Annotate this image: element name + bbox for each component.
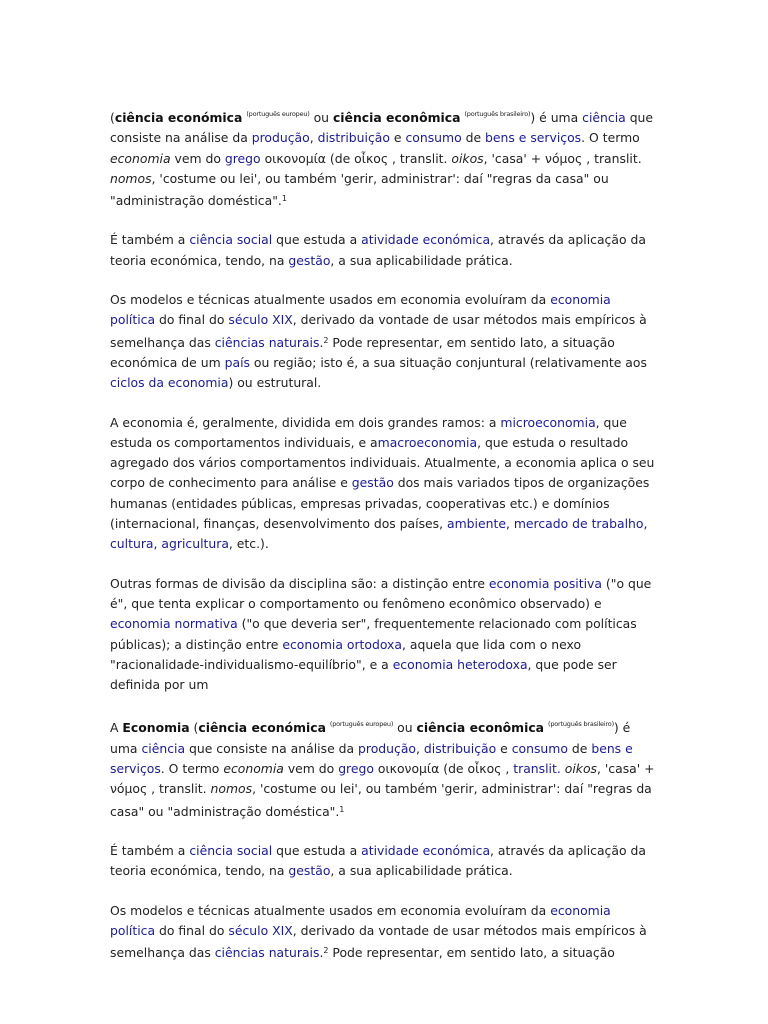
wiki-link[interactable]: gestão	[288, 863, 331, 879]
language-variant-note: (português europeu)	[329, 720, 394, 729]
wiki-link[interactable]: mercado de trabalho	[513, 516, 644, 532]
text-run: , etc.).	[228, 536, 269, 552]
text-run: A	[110, 720, 123, 736]
italic-term: nomos	[210, 781, 253, 797]
text-run: ) ou estrutural.	[228, 375, 322, 391]
paragraph	[110, 413, 658, 555]
document-page	[110, 104, 658, 982]
wiki-link[interactable]: país	[224, 354, 250, 370]
wiki-link[interactable]: translit.	[513, 761, 561, 777]
paragraph	[110, 714, 658, 821]
wiki-link[interactable]: atividade económica	[361, 232, 491, 248]
text-run: , derivado da vontade de usar métodos mais empíricos à semelhança das	[110, 922, 647, 961]
text-run: vem do	[170, 150, 225, 166]
text-run: (	[110, 110, 115, 125]
text-run: οικονομία (de οἶκος , translit.	[260, 150, 452, 166]
italic-term: economia	[110, 150, 171, 166]
wiki-link[interactable]: economia positiva	[488, 575, 602, 591]
text-run: e	[389, 130, 406, 146]
text-run: vem do	[283, 761, 339, 777]
text-run: , derivado da vontade de usar métodos mais empíricos à semelhança das	[110, 312, 647, 350]
wiki-link[interactable]: ciências naturais	[214, 334, 320, 350]
text-run: ("o que deveria ser", frequentemente relacionado com políticas públicas); a distinção entre	[110, 616, 637, 652]
text-run: οικονομία (de οἶκος ,	[373, 761, 514, 777]
wiki-link[interactable]: ciências naturais	[214, 945, 320, 961]
text-run: A economia é, geralmente, dividida em dois grandes ramos: a	[110, 414, 501, 430]
text-run: ) é uma	[530, 110, 583, 125]
text-run: , que estuda os comportamentos individuais, e a	[110, 414, 627, 450]
wiki-link[interactable]: ciência social	[189, 232, 273, 248]
paragraph	[110, 574, 658, 696]
text-run: , que pode ser definida por um	[110, 656, 617, 693]
text-run: É também a	[110, 232, 190, 248]
text-run: , aquela que lida com o nexo "racionalidade-individualismo-equilíbrio", e a	[110, 636, 582, 672]
footnote-ref[interactable]: 2	[323, 335, 329, 345]
wiki-link[interactable]: microeconomia	[500, 414, 596, 430]
text-run: . O termo	[581, 130, 640, 146]
bold-term: ciência económica	[198, 720, 326, 736]
text-run: do final do	[155, 312, 229, 328]
wiki-link[interactable]: ambiente	[447, 516, 506, 532]
wiki-link[interactable]: grego	[224, 150, 261, 166]
text-run: , 'costume ou lei', ou também 'gerir, administrar': daí "regras da casa" ou "administração doméstica".	[110, 170, 609, 209]
text-run: ) é uma	[110, 720, 631, 756]
text-run: que estuda a	[272, 232, 362, 248]
text-run: ("o que é", que tenta explicar o comportamento ou fenômeno econômico observado) e	[110, 575, 652, 611]
footnote-ref[interactable]: 2	[323, 946, 329, 956]
text-run: , 'costume ou lei', ou também 'gerir, administrar': daí "regras da casa" ou "administração doméstica".	[110, 781, 652, 819]
paragraph	[110, 841, 658, 882]
text-run: ,	[416, 740, 424, 756]
wiki-link[interactable]: século XIX	[228, 312, 293, 328]
text-run: . O termo	[160, 761, 224, 777]
italic-term: oikos	[564, 761, 597, 777]
wiki-link[interactable]: economia política	[110, 902, 611, 938]
language-variant-note: (português europeu)	[246, 110, 310, 118]
wiki-link[interactable]: economia heterodoxa	[392, 656, 528, 672]
wiki-link[interactable]: economia política	[110, 292, 611, 328]
bold-term: ciência económica	[114, 110, 243, 125]
wiki-link[interactable]: ciência	[141, 740, 186, 756]
language-variant-note: (português brasileiro)	[548, 720, 614, 729]
text-run: Os modelos e técnicas atualmente usados em economia evoluíram da	[110, 292, 551, 308]
wiki-link[interactable]: bens e serviços	[110, 740, 633, 777]
text-run: de	[567, 740, 592, 756]
text-run: que estuda a	[272, 842, 362, 858]
wiki-link[interactable]: gestão	[288, 252, 331, 268]
wiki-link[interactable]: atividade económica	[361, 842, 491, 858]
paragraph	[110, 901, 658, 964]
text-run: , através da aplicação da teoria económica, tendo, na	[110, 232, 646, 268]
wiki-link[interactable]: economia normativa	[110, 616, 238, 632]
text-run: ,	[643, 516, 648, 532]
text-run: É também a	[110, 842, 190, 858]
paragraph	[110, 104, 658, 211]
wiki-link[interactable]: ciência	[582, 110, 626, 125]
text-run: , 'casa' + νόμος , translit.	[483, 150, 642, 166]
text-run: ou	[393, 720, 417, 736]
wiki-link[interactable]: século XIX	[228, 922, 293, 938]
text-run: , a sua aplicabilidade prática.	[330, 863, 513, 879]
paragraph	[110, 290, 658, 393]
wiki-link[interactable]: gestão	[351, 475, 394, 491]
italic-term: oikos	[451, 150, 484, 166]
italic-term: nomos	[110, 170, 152, 186]
text-run: dos mais variados tipos de organizações humanas (entidades públicas, empresas privadas, cooperativas etc.) e domínios (internacional, finanças, desenvolvimento dos países,	[110, 475, 650, 532]
text-run: que consiste na análise da	[185, 740, 359, 756]
footnote-ref[interactable]: 1	[339, 804, 345, 814]
text-run: .	[319, 945, 324, 961]
text-run: , através da aplicação da teoria económica, tendo, na	[110, 842, 646, 879]
italic-term: economia	[223, 761, 284, 777]
text-run: do final do	[155, 922, 229, 938]
text-run: (	[189, 720, 199, 736]
wiki-link[interactable]: ciclos da economia	[110, 375, 229, 391]
text-run: Pode representar, em sentido lato, a situação	[328, 945, 615, 961]
wiki-link[interactable]: produção	[358, 740, 417, 756]
wiki-link[interactable]: consumo	[405, 130, 462, 146]
wiki-link[interactable]: distribuição	[423, 740, 497, 756]
wiki-link[interactable]: agricultura	[161, 536, 229, 552]
language-variant-note: (português brasileiro)	[464, 110, 531, 118]
wiki-link[interactable]: consumo	[511, 740, 568, 756]
wiki-link[interactable]: economia ortodoxa	[282, 636, 402, 652]
text-run: Os modelos e técnicas atualmente usados em economia evoluíram da	[110, 902, 551, 918]
text-run: , a sua aplicabilidade prática.	[330, 252, 513, 268]
footnote-ref[interactable]: 1	[281, 194, 287, 204]
text-run: ou região; isto é, a sua situação conjuntural (relativamente aos	[249, 354, 647, 370]
wiki-link[interactable]: distribuição	[317, 130, 390, 146]
text-run: ,	[505, 516, 514, 532]
wiki-link[interactable]: produção	[251, 130, 310, 146]
text-run: ,	[153, 536, 162, 552]
text-run: , 'casa' + νόμος , translit.	[110, 761, 655, 797]
text-run: .	[319, 334, 324, 350]
text-run: que consiste na análise da	[110, 110, 654, 146]
text-run: Outras formas de divisão da disciplina são: a distinção entre	[110, 575, 489, 591]
text-run: e	[496, 740, 512, 756]
text-run: ou	[309, 110, 333, 125]
bold-term: ciência econômica	[332, 110, 461, 125]
wiki-link[interactable]: cultura	[110, 536, 154, 552]
wiki-link[interactable]: macroeconomia	[377, 434, 478, 450]
text-run: de	[461, 130, 486, 146]
bold-term: Economia	[122, 720, 190, 736]
text-run: Pode representar, em sentido lato, a situação económica de um	[110, 334, 615, 370]
text-run: ,	[309, 130, 318, 146]
wiki-link[interactable]: ciência social	[189, 842, 273, 858]
bold-term: ciência econômica	[416, 720, 545, 736]
paragraph	[110, 230, 658, 271]
wiki-link[interactable]: bens e serviços	[485, 130, 582, 146]
wiki-link[interactable]: grego	[338, 761, 374, 777]
text-run: , que estuda o resultado agregado dos vários comportamentos individuais. Atualmente, a economia aplica o seu corpo de conhecimento para análise e	[110, 434, 655, 491]
